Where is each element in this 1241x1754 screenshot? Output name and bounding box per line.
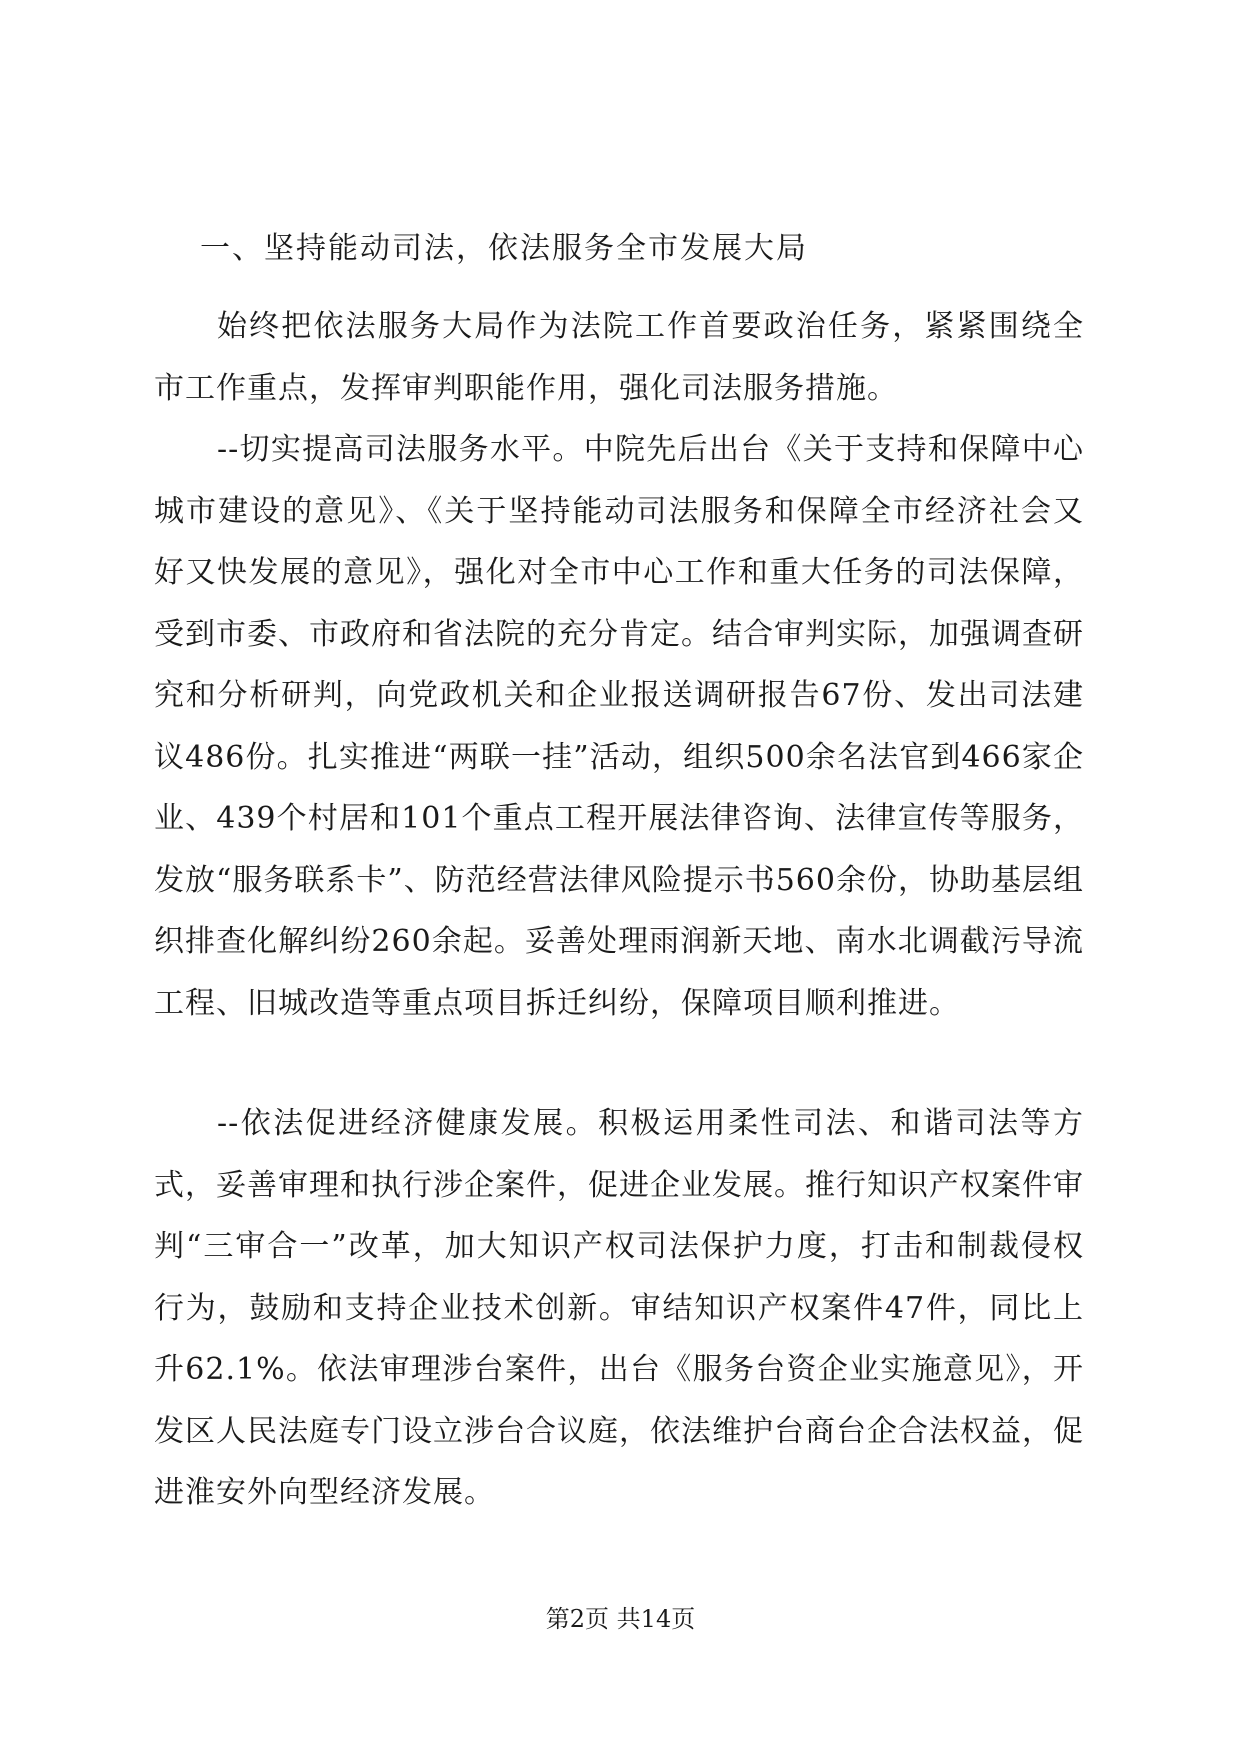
body-paragraph: --依法促进经济健康发展。积极运用柔性司法、和谐司法等方式，妥善审理和执行涉企案件，促进企业发展。推行知识产权案件审判“三审合一”改革，加大知识产权司法保护力度，打击和制裁侵权行为，鼓励和支持企业技术创新。审结知识产权案件47件，同比上升62.1%。依法审理涉台案件，出台《服务台资企业实施意见》，开发区人民法庭专门设立涉台合议庭，依法维护台商台企合法权益，促进淮安外向型经济发展。 xyxy=(154,1106,1084,1510)
section-heading: 一、坚持能动司法，依法服务全市发展大局 xyxy=(200,231,808,266)
body-paragraph: 始终把依法服务大局作为法院工作首要政治任务，紧紧围绕全市工作重点，发挥审判职能作用，强化司法服务措施。 xyxy=(154,309,1084,406)
body-paragraph: --切实提高司法服务水平。中院先后出台《关于支持和保障中心城市建设的意见》、《关于坚持能动司法服务和保障全市经济社会又好又快发展的意见》，强化对全市中心工作和重大任务的司法保障，受到市委、市政府和省法院的充分肯定。结合审判实际，加强调查研究和分析研判，向党政机关和企业报送调研报告67份、发出司法建议486份。扎实推进“两联一挂”活动，组织500余名法官到466家企业、439个村居和101个重点工程开展法律咨询、法律宣传等服务，发放“服务联系卡”、防范经营法律风险提示书560余份，协助基层组织排查化解纠纷260余起。妥善处理雨润新天地、南水北调截污导流工程、旧城改造等重点项目拆迁纠纷，保障项目顺利推进。 xyxy=(154,432,1084,1021)
page-number-footer: 第2页 共14页 xyxy=(545,1605,696,1633)
